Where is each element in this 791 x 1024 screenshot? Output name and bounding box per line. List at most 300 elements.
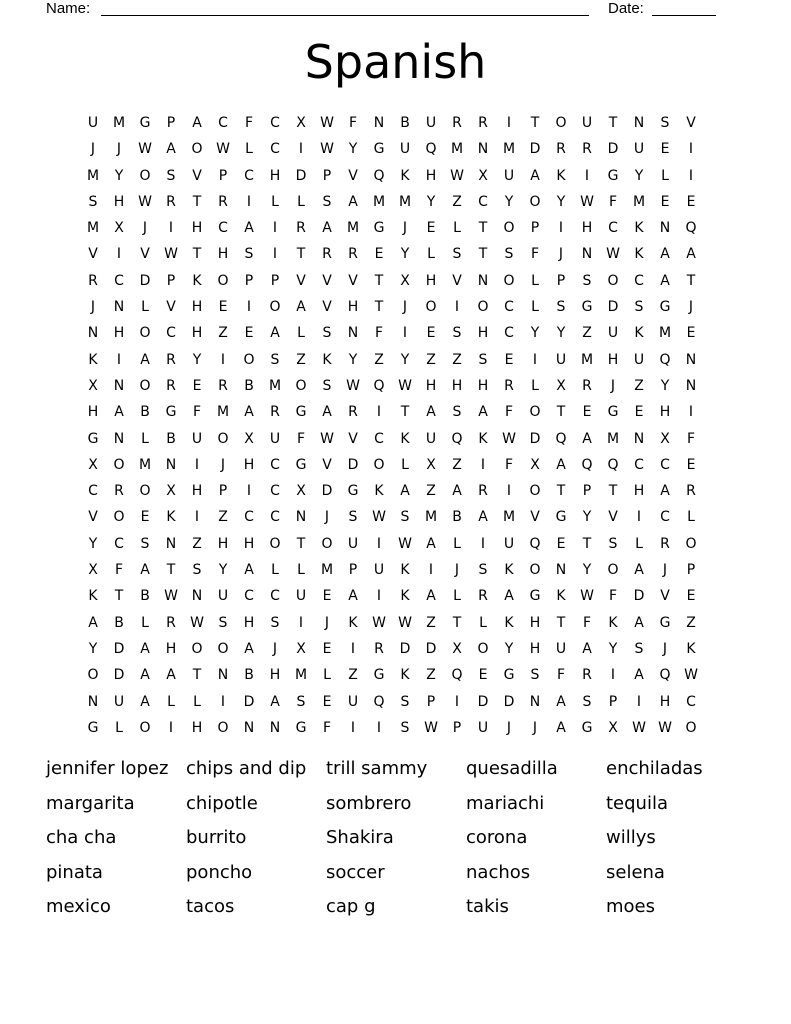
grid-letter[interactable]: N: [555, 562, 567, 579]
grid-letter[interactable]: F: [608, 193, 618, 210]
grid-letter[interactable]: Z: [426, 667, 436, 684]
grid-letter[interactable]: J: [324, 614, 330, 631]
grid-letter[interactable]: W: [372, 509, 386, 526]
grid-letter[interactable]: C: [504, 325, 514, 342]
grid-letter[interactable]: X: [88, 377, 98, 394]
grid-letter[interactable]: D: [139, 272, 151, 289]
grid-letter[interactable]: R: [348, 246, 358, 263]
grid-letter[interactable]: T: [530, 115, 540, 131]
grid-letter[interactable]: J: [662, 640, 668, 657]
grid-letter[interactable]: A: [322, 220, 332, 237]
grid-letter[interactable]: I: [272, 220, 278, 237]
grid-letter[interactable]: A: [582, 430, 592, 447]
grid-letter[interactable]: M: [138, 456, 152, 473]
grid-letter[interactable]: K: [400, 667, 410, 684]
grid-letter[interactable]: O: [269, 299, 281, 316]
grid-letter[interactable]: R: [478, 483, 488, 500]
grid-letter[interactable]: U: [555, 351, 567, 368]
grid-letter[interactable]: N: [87, 325, 99, 342]
grid-letter[interactable]: M: [294, 667, 308, 684]
grid-letter[interactable]: W: [398, 535, 412, 552]
grid-letter[interactable]: P: [426, 693, 436, 710]
grid-letter[interactable]: P: [218, 167, 228, 184]
grid-letter[interactable]: D: [347, 456, 359, 473]
grid-letter[interactable]: O: [191, 640, 203, 657]
grid-letter[interactable]: H: [269, 167, 281, 184]
grid-letter[interactable]: L: [479, 614, 487, 631]
grid-letter[interactable]: L: [453, 220, 461, 237]
grid-letter[interactable]: D: [633, 588, 645, 605]
grid-letter[interactable]: Z: [582, 325, 592, 342]
grid-letter[interactable]: H: [659, 693, 671, 710]
grid-letter[interactable]: X: [478, 167, 488, 184]
grid-letter[interactable]: K: [608, 614, 618, 631]
grid-letter[interactable]: U: [191, 430, 203, 447]
grid-letter[interactable]: K: [400, 562, 410, 579]
grid-letter[interactable]: R: [296, 220, 306, 237]
grid-letter[interactable]: A: [140, 693, 150, 710]
grid-letter[interactable]: G: [347, 483, 359, 500]
grid-letter[interactable]: S: [270, 614, 280, 631]
grid-letter[interactable]: R: [218, 377, 228, 394]
grid-letter[interactable]: S: [452, 404, 462, 421]
grid-letter[interactable]: S: [296, 693, 306, 710]
grid-letter[interactable]: O: [243, 351, 255, 368]
grid-letter[interactable]: R: [166, 351, 176, 368]
grid-letter[interactable]: H: [191, 719, 203, 736]
grid-letter[interactable]: J: [90, 299, 96, 316]
grid-letter[interactable]: B: [140, 588, 150, 605]
grid-letter[interactable]: P: [452, 719, 462, 736]
grid-letter[interactable]: A: [348, 193, 358, 210]
grid-letter[interactable]: G: [373, 667, 385, 684]
grid-letter[interactable]: H: [113, 325, 125, 342]
grid-letter[interactable]: N: [373, 115, 385, 131]
grid-letter[interactable]: C: [270, 509, 280, 526]
grid-letter[interactable]: S: [634, 299, 644, 316]
grid-letter[interactable]: S: [270, 351, 280, 368]
grid-letter[interactable]: S: [400, 719, 410, 736]
grid-letter[interactable]: E: [686, 193, 696, 210]
grid-letter[interactable]: R: [114, 483, 124, 500]
grid-letter[interactable]: U: [399, 141, 411, 158]
grid-letter[interactable]: Z: [192, 535, 202, 552]
grid-letter[interactable]: S: [452, 325, 462, 342]
grid-letter[interactable]: A: [166, 141, 176, 158]
grid-letter[interactable]: T: [556, 483, 566, 500]
grid-letter[interactable]: M: [216, 404, 230, 421]
grid-letter[interactable]: X: [114, 220, 124, 237]
grid-letter[interactable]: V: [348, 430, 358, 447]
grid-letter[interactable]: W: [502, 430, 516, 447]
grid-letter[interactable]: I: [636, 693, 642, 710]
grid-letter[interactable]: J: [90, 141, 96, 158]
grid-letter[interactable]: E: [218, 299, 228, 316]
grid-letter[interactable]: N: [477, 141, 489, 158]
grid-letter[interactable]: I: [168, 719, 174, 736]
grid-letter[interactable]: N: [685, 377, 697, 394]
grid-letter[interactable]: O: [321, 535, 333, 552]
grid-letter[interactable]: N: [295, 509, 307, 526]
grid-letter[interactable]: R: [452, 115, 462, 131]
grid-letter[interactable]: O: [139, 719, 151, 736]
grid-letter[interactable]: C: [218, 115, 228, 131]
grid-letter[interactable]: E: [374, 246, 384, 263]
grid-letter[interactable]: Q: [373, 693, 385, 710]
grid-letter[interactable]: C: [374, 430, 384, 447]
grid-letter[interactable]: L: [245, 141, 253, 158]
grid-letter[interactable]: N: [685, 351, 697, 368]
grid-letter[interactable]: A: [634, 614, 644, 631]
grid-letter[interactable]: V: [88, 246, 98, 263]
grid-letter[interactable]: E: [478, 667, 488, 684]
grid-letter[interactable]: N: [113, 299, 125, 316]
grid-letter[interactable]: C: [270, 588, 280, 605]
grid-letter[interactable]: C: [634, 456, 644, 473]
grid-letter[interactable]: N: [165, 456, 177, 473]
grid-letter[interactable]: U: [607, 325, 619, 342]
grid-letter[interactable]: K: [504, 562, 514, 579]
grid-letter[interactable]: P: [582, 483, 592, 500]
grid-letter[interactable]: N: [113, 430, 125, 447]
grid-letter[interactable]: W: [216, 141, 230, 158]
grid-letter[interactable]: V: [322, 456, 332, 473]
grid-letter[interactable]: K: [374, 483, 384, 500]
grid-letter[interactable]: G: [295, 719, 307, 736]
grid-letter[interactable]: S: [530, 667, 540, 684]
date-field[interactable]: [652, 15, 716, 16]
grid-letter[interactable]: A: [686, 246, 696, 263]
grid-letter[interactable]: K: [348, 614, 358, 631]
grid-letter[interactable]: D: [529, 430, 541, 447]
grid-letter[interactable]: J: [688, 299, 694, 316]
grid-letter[interactable]: A: [166, 667, 176, 684]
grid-letter[interactable]: G: [165, 404, 177, 421]
grid-letter[interactable]: K: [504, 614, 514, 631]
grid-letter[interactable]: G: [555, 509, 567, 526]
grid-letter[interactable]: Q: [425, 141, 437, 158]
grid-letter[interactable]: Z: [348, 667, 358, 684]
grid-letter[interactable]: L: [687, 509, 695, 526]
grid-letter[interactable]: V: [348, 272, 358, 289]
grid-letter[interactable]: I: [532, 351, 538, 368]
grid-letter[interactable]: A: [322, 404, 332, 421]
grid-letter[interactable]: Q: [529, 535, 541, 552]
grid-letter[interactable]: J: [558, 246, 564, 263]
grid-letter[interactable]: N: [191, 588, 203, 605]
grid-letter[interactable]: T: [478, 246, 488, 263]
grid-letter[interactable]: K: [634, 325, 644, 342]
grid-letter[interactable]: T: [166, 562, 176, 579]
grid-letter[interactable]: O: [113, 509, 125, 526]
grid-letter[interactable]: O: [529, 404, 541, 421]
grid-letter[interactable]: Y: [400, 351, 410, 368]
grid-letter[interactable]: K: [192, 272, 202, 289]
grid-letter[interactable]: T: [686, 272, 696, 289]
grid-letter[interactable]: O: [425, 299, 437, 316]
grid-letter[interactable]: O: [269, 535, 281, 552]
grid-letter[interactable]: R: [218, 193, 228, 210]
grid-letter[interactable]: U: [581, 115, 593, 131]
grid-letter[interactable]: A: [426, 404, 436, 421]
grid-letter[interactable]: H: [243, 456, 255, 473]
grid-letter[interactable]: S: [660, 115, 670, 131]
grid-letter[interactable]: T: [374, 272, 384, 289]
grid-letter[interactable]: L: [297, 193, 305, 210]
grid-letter[interactable]: O: [477, 640, 489, 657]
grid-letter[interactable]: J: [532, 719, 538, 736]
grid-letter[interactable]: N: [477, 272, 489, 289]
grid-letter[interactable]: A: [478, 509, 488, 526]
grid-letter[interactable]: I: [428, 562, 434, 579]
grid-letter[interactable]: R: [556, 141, 566, 158]
grid-letter[interactable]: O: [503, 272, 515, 289]
grid-letter[interactable]: A: [140, 640, 150, 657]
grid-letter[interactable]: I: [584, 167, 590, 184]
grid-letter[interactable]: H: [217, 535, 229, 552]
grid-letter[interactable]: Z: [426, 483, 436, 500]
grid-letter[interactable]: W: [190, 614, 204, 631]
grid-letter[interactable]: R: [504, 377, 514, 394]
grid-letter[interactable]: W: [606, 246, 620, 263]
name-field[interactable]: [101, 15, 589, 16]
grid-letter[interactable]: Y: [556, 193, 566, 210]
grid-letter[interactable]: S: [452, 246, 462, 263]
grid-letter[interactable]: H: [633, 483, 645, 500]
grid-letter[interactable]: S: [88, 193, 98, 210]
grid-letter[interactable]: O: [139, 377, 151, 394]
grid-letter[interactable]: M: [86, 167, 100, 184]
grid-letter[interactable]: J: [272, 640, 278, 657]
grid-letter[interactable]: G: [607, 404, 619, 421]
grid-letter[interactable]: U: [269, 430, 281, 447]
grid-letter[interactable]: C: [270, 483, 280, 500]
grid-letter[interactable]: A: [582, 640, 592, 657]
grid-letter[interactable]: F: [348, 115, 358, 131]
grid-letter[interactable]: P: [166, 272, 176, 289]
grid-letter[interactable]: L: [167, 693, 175, 710]
grid-letter[interactable]: C: [218, 220, 228, 237]
grid-letter[interactable]: J: [142, 220, 148, 237]
grid-letter[interactable]: P: [556, 272, 566, 289]
grid-letter[interactable]: L: [635, 535, 643, 552]
grid-letter[interactable]: F: [192, 404, 202, 421]
grid-letter[interactable]: I: [376, 719, 382, 736]
grid-letter[interactable]: C: [660, 456, 670, 473]
grid-letter[interactable]: U: [503, 535, 515, 552]
grid-letter[interactable]: S: [166, 167, 176, 184]
grid-letter[interactable]: H: [191, 483, 203, 500]
grid-letter[interactable]: T: [374, 299, 384, 316]
grid-letter[interactable]: F: [114, 562, 124, 579]
grid-letter[interactable]: J: [402, 220, 408, 237]
grid-letter[interactable]: P: [166, 115, 176, 131]
grid-letter[interactable]: S: [478, 562, 488, 579]
grid-letter[interactable]: Q: [581, 456, 593, 473]
grid-letter[interactable]: S: [322, 377, 332, 394]
grid-letter[interactable]: W: [658, 719, 672, 736]
grid-letter[interactable]: F: [582, 614, 592, 631]
grid-letter[interactable]: Z: [296, 351, 306, 368]
grid-letter[interactable]: Y: [660, 377, 670, 394]
grid-letter[interactable]: T: [296, 246, 306, 263]
grid-letter[interactable]: X: [608, 719, 618, 736]
grid-letter[interactable]: Y: [504, 640, 514, 657]
grid-letter[interactable]: G: [581, 299, 593, 316]
grid-letter[interactable]: D: [113, 640, 125, 657]
grid-letter[interactable]: L: [453, 588, 461, 605]
grid-letter[interactable]: U: [477, 719, 489, 736]
grid-letter[interactable]: X: [88, 456, 98, 473]
grid-letter[interactable]: U: [113, 693, 125, 710]
grid-letter[interactable]: F: [530, 246, 540, 263]
grid-letter[interactable]: O: [139, 483, 151, 500]
grid-letter[interactable]: A: [556, 456, 566, 473]
grid-letter[interactable]: M: [502, 141, 516, 158]
grid-letter[interactable]: Y: [218, 562, 228, 579]
grid-letter[interactable]: Z: [452, 351, 462, 368]
grid-letter[interactable]: Q: [685, 220, 697, 237]
grid-letter[interactable]: E: [686, 456, 696, 473]
grid-letter[interactable]: W: [320, 141, 334, 158]
grid-letter[interactable]: L: [531, 299, 539, 316]
grid-letter[interactable]: D: [399, 640, 411, 657]
grid-letter[interactable]: A: [88, 614, 98, 631]
grid-letter[interactable]: N: [87, 693, 99, 710]
grid-letter[interactable]: G: [87, 430, 99, 447]
grid-letter[interactable]: G: [295, 456, 307, 473]
grid-letter[interactable]: P: [530, 220, 540, 237]
grid-letter[interactable]: I: [636, 509, 642, 526]
grid-letter[interactable]: H: [87, 404, 99, 421]
grid-letter[interactable]: I: [246, 299, 252, 316]
grid-letter[interactable]: O: [373, 456, 385, 473]
grid-letter[interactable]: N: [347, 325, 359, 342]
grid-letter[interactable]: B: [166, 430, 176, 447]
grid-letter[interactable]: R: [374, 640, 384, 657]
grid-letter[interactable]: I: [480, 456, 486, 473]
grid-letter[interactable]: O: [685, 535, 697, 552]
grid-letter[interactable]: Z: [218, 509, 228, 526]
grid-letter[interactable]: Z: [452, 193, 462, 210]
grid-letter[interactable]: W: [320, 115, 334, 131]
grid-letter[interactable]: A: [140, 667, 150, 684]
grid-letter[interactable]: U: [633, 141, 645, 158]
grid-letter[interactable]: E: [192, 377, 202, 394]
grid-letter[interactable]: I: [402, 325, 408, 342]
grid-letter[interactable]: I: [480, 535, 486, 552]
grid-letter[interactable]: A: [244, 404, 254, 421]
grid-letter[interactable]: Y: [556, 325, 566, 342]
grid-letter[interactable]: M: [268, 377, 282, 394]
grid-letter[interactable]: C: [114, 535, 124, 552]
grid-letter[interactable]: S: [348, 509, 358, 526]
grid-letter[interactable]: H: [581, 220, 593, 237]
grid-letter[interactable]: L: [193, 693, 201, 710]
grid-letter[interactable]: I: [246, 483, 252, 500]
grid-letter[interactable]: H: [165, 640, 177, 657]
grid-letter[interactable]: G: [373, 220, 385, 237]
grid-letter[interactable]: A: [426, 535, 436, 552]
grid-letter[interactable]: J: [402, 299, 408, 316]
grid-letter[interactable]: V: [348, 167, 358, 184]
grid-letter[interactable]: Y: [192, 351, 202, 368]
grid-letter[interactable]: T: [582, 535, 592, 552]
grid-letter[interactable]: P: [218, 483, 228, 500]
grid-letter[interactable]: T: [556, 404, 566, 421]
grid-letter[interactable]: G: [659, 299, 671, 316]
grid-letter[interactable]: H: [269, 667, 281, 684]
grid-letter[interactable]: S: [608, 535, 618, 552]
grid-letter[interactable]: B: [452, 509, 462, 526]
grid-letter[interactable]: F: [686, 430, 696, 447]
grid-letter[interactable]: E: [322, 588, 332, 605]
grid-letter[interactable]: Z: [426, 614, 436, 631]
grid-letter[interactable]: W: [164, 588, 178, 605]
grid-letter[interactable]: H: [347, 299, 359, 316]
grid-letter[interactable]: U: [217, 588, 229, 605]
grid-letter[interactable]: W: [138, 141, 152, 158]
grid-letter[interactable]: T: [114, 588, 124, 605]
grid-letter[interactable]: H: [529, 640, 541, 657]
grid-letter[interactable]: M: [86, 220, 100, 237]
grid-letter[interactable]: E: [322, 640, 332, 657]
grid-letter[interactable]: A: [556, 719, 566, 736]
grid-letter[interactable]: M: [372, 193, 386, 210]
grid-letter[interactable]: C: [166, 325, 176, 342]
grid-letter[interactable]: C: [608, 220, 618, 237]
grid-letter[interactable]: R: [166, 193, 176, 210]
grid-letter[interactable]: V: [88, 509, 98, 526]
grid-letter[interactable]: A: [270, 693, 280, 710]
grid-letter[interactable]: I: [246, 193, 252, 210]
grid-letter[interactable]: S: [634, 640, 644, 657]
grid-letter[interactable]: D: [425, 640, 437, 657]
grid-letter[interactable]: I: [688, 141, 694, 158]
grid-letter[interactable]: F: [296, 430, 306, 447]
grid-letter[interactable]: N: [633, 115, 645, 131]
grid-letter[interactable]: Y: [608, 640, 618, 657]
grid-letter[interactable]: U: [295, 588, 307, 605]
grid-letter[interactable]: D: [321, 483, 333, 500]
grid-letter[interactable]: L: [271, 193, 279, 210]
grid-letter[interactable]: T: [192, 193, 202, 210]
grid-letter[interactable]: L: [271, 562, 279, 579]
grid-letter[interactable]: I: [350, 719, 356, 736]
grid-letter[interactable]: M: [346, 220, 360, 237]
grid-letter[interactable]: S: [322, 193, 332, 210]
grid-letter[interactable]: C: [244, 167, 254, 184]
grid-letter[interactable]: W: [372, 614, 386, 631]
grid-letter[interactable]: I: [454, 693, 460, 710]
grid-letter[interactable]: B: [400, 115, 410, 131]
grid-letter[interactable]: U: [555, 640, 567, 657]
grid-letter[interactable]: A: [452, 483, 462, 500]
grid-letter[interactable]: K: [686, 640, 696, 657]
grid-letter[interactable]: I: [376, 404, 382, 421]
grid-letter[interactable]: T: [608, 483, 618, 500]
grid-letter[interactable]: L: [453, 535, 461, 552]
grid-letter[interactable]: R: [166, 377, 176, 394]
grid-letter[interactable]: N: [581, 246, 593, 263]
grid-letter[interactable]: M: [112, 115, 126, 131]
grid-letter[interactable]: H: [217, 246, 229, 263]
grid-letter[interactable]: L: [661, 167, 669, 184]
grid-letter[interactable]: E: [556, 535, 566, 552]
grid-letter[interactable]: O: [217, 640, 229, 657]
grid-letter[interactable]: T: [478, 220, 488, 237]
grid-letter[interactable]: M: [580, 351, 594, 368]
